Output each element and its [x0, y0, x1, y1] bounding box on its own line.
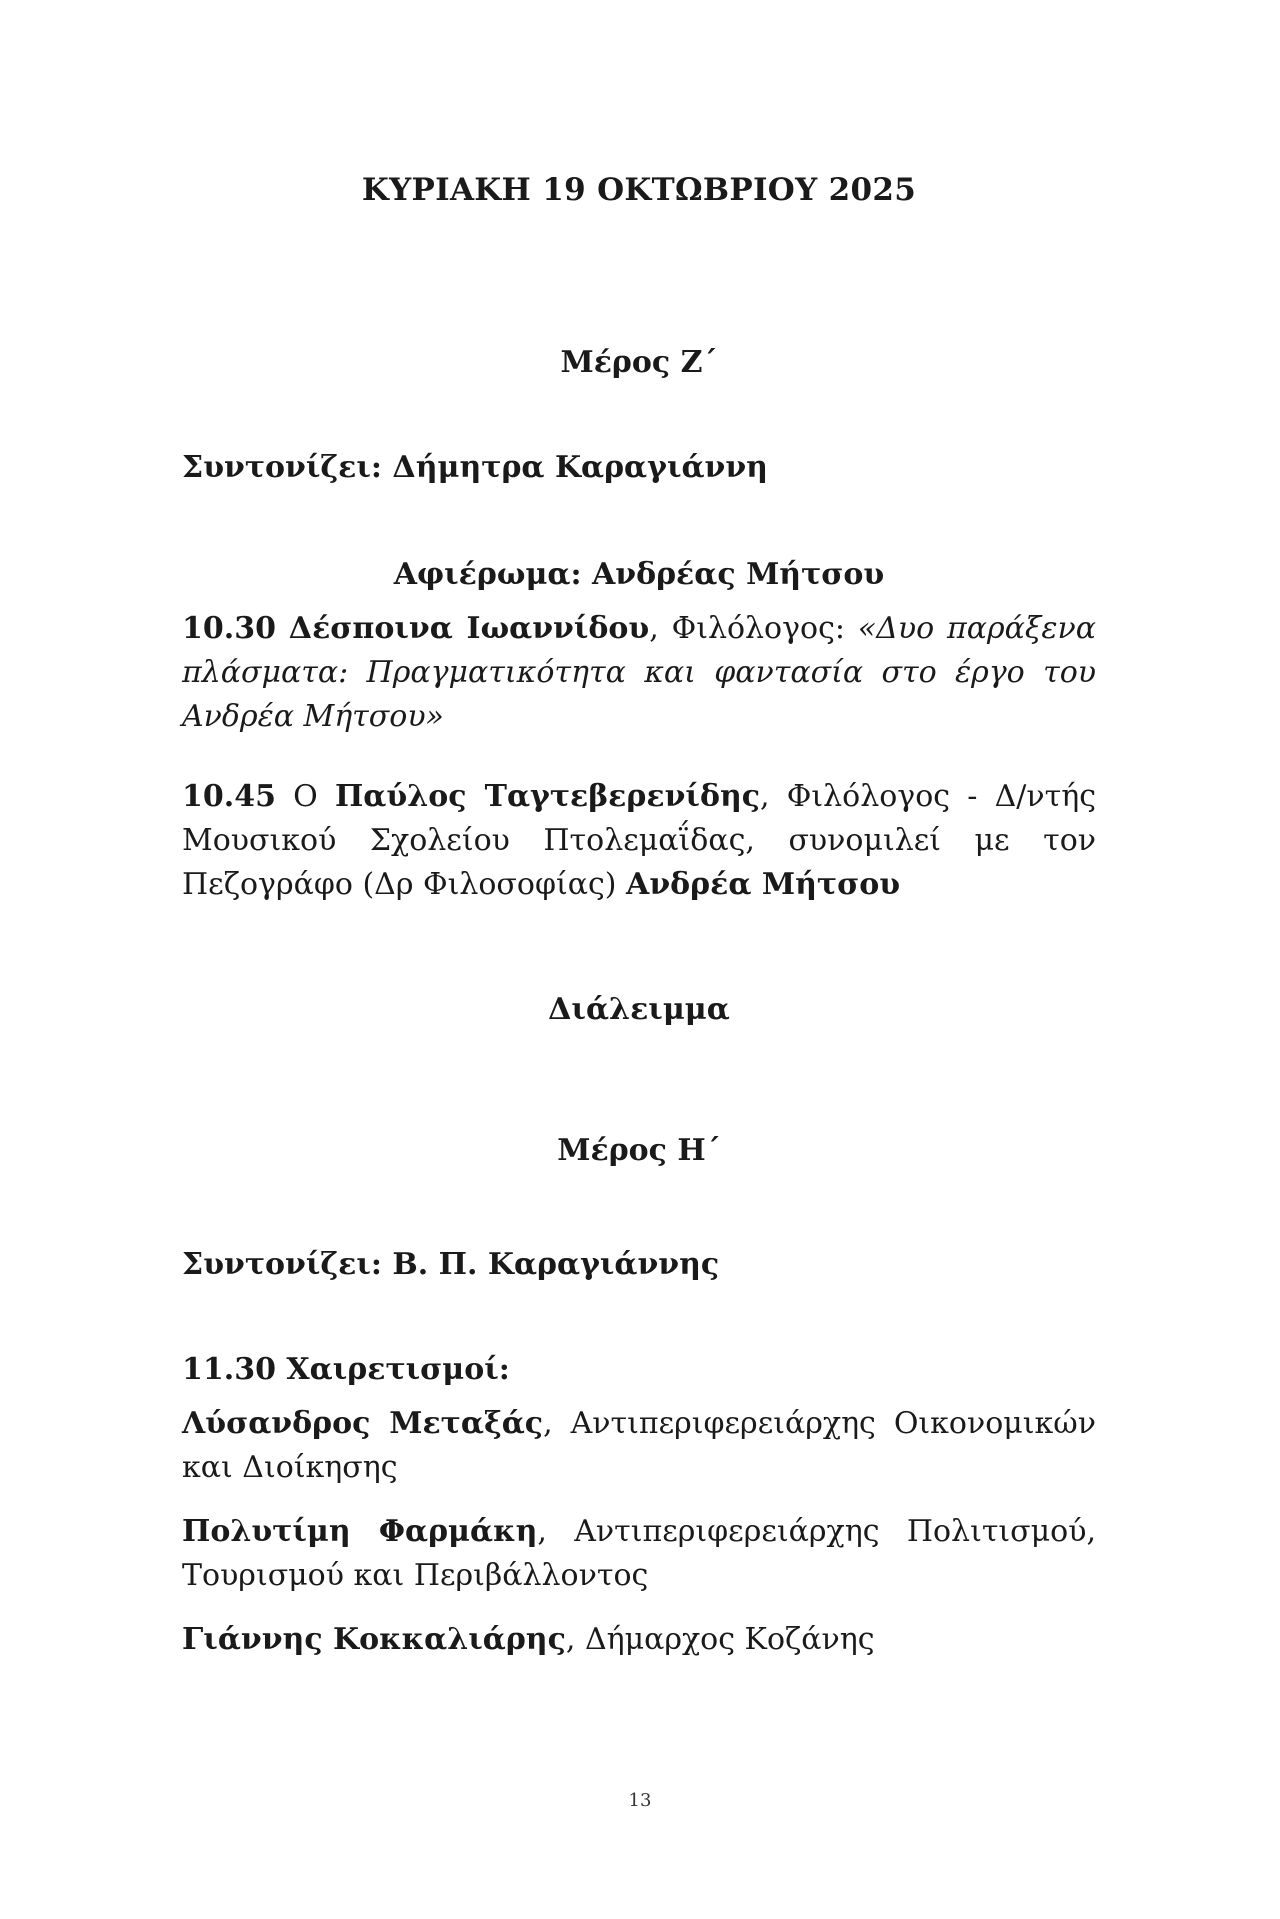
moderator-name: Δήμητρα Καραγιάννη — [392, 450, 768, 485]
greeter-3 — [182, 1618, 1096, 1662]
greeter-name: Γιάννης Κοκκαλιάρης — [182, 1622, 566, 1657]
item-time: 10.30 — [182, 611, 276, 646]
part-z-heading: Μέρος Ζ΄ — [560, 345, 718, 380]
tribute-heading: Αφιέρωμα: Ανδρέας Μήτσου — [393, 557, 885, 592]
greeter-role: , Αντιπεριφερειάρχης Οικονομικών και Διοίκησης — [182, 1406, 1096, 1485]
program-item-1045 — [182, 775, 1096, 907]
talk-title: «Δυο παράξενα πλάσματα: Πραγματικότητα και φαντασία στο έργο του Ανδρέα Μήτσου» — [182, 611, 1096, 734]
greeter-name: Πολυτίμη Φαρμάκη — [182, 1514, 538, 1549]
page-number: 13 — [628, 1790, 652, 1811]
program-item-1030 — [182, 607, 1096, 739]
greeter-role: , Δήμαρχος Κοζάνης — [565, 1622, 875, 1657]
moderator-label: Συντονίζει: — [182, 450, 382, 485]
greetings-heading — [182, 1352, 1096, 1387]
greeter-1 — [182, 1402, 1096, 1490]
item-time: 10.45 — [182, 779, 276, 814]
speaker-role: , Φιλόλογος - Δ/ντής Μουσικού Σχολείου Πτολεμαΐδας, συνομιλεί με τον Πεζογράφο (Δρ Φιλοσοφίας) — [182, 779, 1096, 902]
part-h-heading: Μέρος Η΄ — [557, 1133, 721, 1168]
moderator-line-2 — [182, 1247, 1096, 1282]
date-heading: ΚΥΡΙΑΚΗ 19 ΟΚΤΩΒΡΙΟΥ 2025 — [361, 172, 917, 208]
moderator-name: Β. Π. Καραγιάννης — [392, 1247, 720, 1282]
greetings-label: Χαιρετισμοί: — [286, 1352, 510, 1387]
greetings-time: 11.30 — [182, 1352, 276, 1387]
greeter-name: Λύσανδρος Μεταξάς — [182, 1406, 544, 1441]
break-heading: Διάλειμμα — [548, 992, 730, 1027]
moderator-label: Συντονίζει: — [182, 1247, 382, 1282]
moderator-line-1 — [182, 450, 1096, 485]
greeter-role: , Αντιπεριφερειάρχης Πολιτισμού, Τουρισμού και Περιβάλλοντος — [182, 1514, 1096, 1593]
greeter-2 — [182, 1510, 1096, 1598]
speaker-name: Δέσποινα Ιωαννίδου — [288, 611, 650, 646]
speaker-role: , Φιλόλογος: — [649, 611, 858, 646]
item-prefix: Ο — [275, 779, 335, 814]
guest-name: Ανδρέα Μήτσου — [626, 867, 901, 902]
speaker-name: Παύλος Ταγτεβερενίδης — [334, 779, 761, 814]
